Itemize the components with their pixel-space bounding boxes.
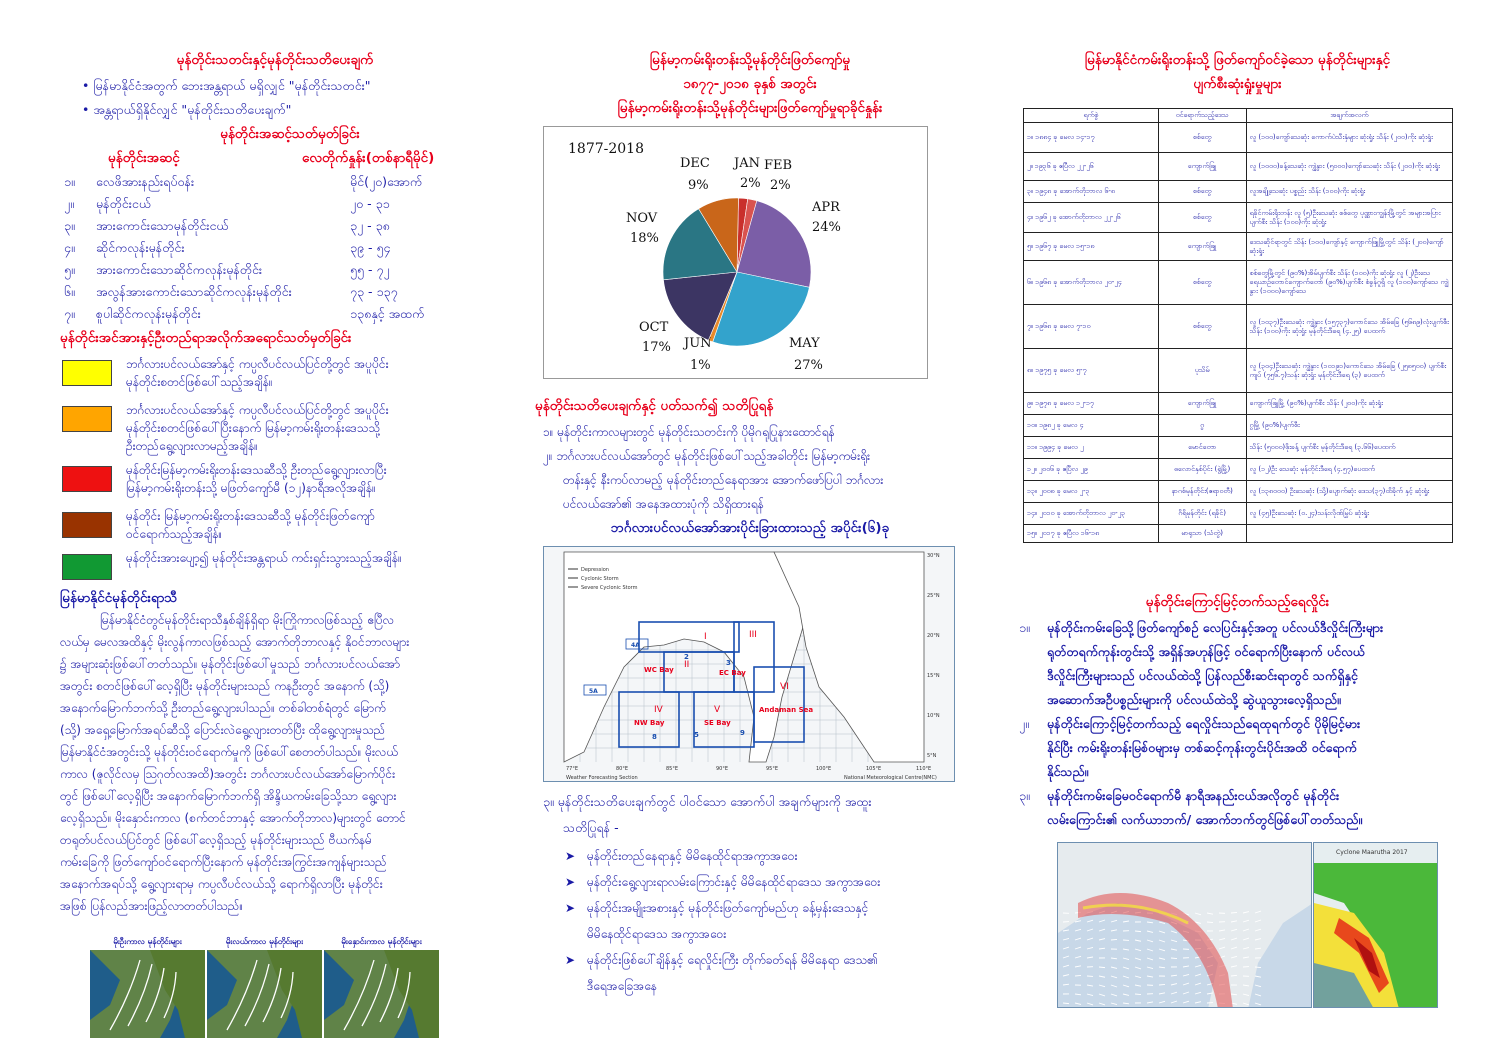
table-row <box>1024 181 1453 203</box>
route-line: ဒီလှိုင်းကြီးများသည် ပင်လယ်ထဲသို့ ပြန်လည်စီးဆင်းရာတွင် သက်ရှိနှင့် <box>1047 668 1358 683</box>
column-cyclone-info <box>60 0 490 1061</box>
stage-num: ၃။ <box>64 218 75 233</box>
col2-title-1: မြန်မာ့ကမ်းရိုးတန်းသို့မုန်တိုင်းဖြတ်ကျော်မှု <box>649 52 851 68</box>
map-lon-tick: 95°E <box>766 766 779 772</box>
table-row <box>1024 233 1453 261</box>
classify-head-right: လေတိုက်နှုန်း(တစ်နာရီမိုင်) <box>302 150 435 166</box>
color-desc: ဘင်္ဂလားပင်လယ်အော်နှင့် ကပ္ပလီပင်လယ်ပြင်တို့တွင် အပူပိုင်း <box>126 357 389 371</box>
table-row <box>1024 203 1453 233</box>
route-num: ၂။ <box>1019 716 1029 731</box>
classify-head-left: မုန်တိုင်းအဆင့် <box>108 150 180 166</box>
color-swatch <box>62 554 112 580</box>
stage-speed: ၇၃ - ၁၃၇ <box>350 284 398 299</box>
pie-value: 27% <box>794 358 823 373</box>
warn-line: ၁။ မုန်တိုင်းကာလများတွင် မုန်တိုင်းသတင်းကို ပိုမိုဂရုပြုနားထောင်ရန် <box>543 425 835 439</box>
table-cell: ၆။ ၁၉၆၈ ခု အောက်တိုဘာလ ၂၀-၂၄ <box>1024 261 1159 305</box>
arrow-bullet-icon: ➤ <box>565 849 576 863</box>
map-lat-tick: 15°N <box>927 673 940 679</box>
route-line: ရုတ်တရက်ကုန်းတွင်းသို့ အရှိန်အဟုန်ဖြင့် ဝင်ရောက်ပြီးနောက် ပင်လယ် <box>1047 644 1365 659</box>
thumb-caption: မိုးဦးကာလ မုန်တိုင်းများ <box>113 937 182 946</box>
pie-value: 24% <box>812 220 841 235</box>
table-cell: ကျောက်ဖြူမြို့ (၉၀%)ပျက်စီး သိန်း (၂၀၀)ကိုး ဆုံးရှုံး <box>1246 393 1452 415</box>
col2-title-3: မြန်မာ့ကမ်းရိုးတန်းသို့မုန်တိုင်းများဖြတ်ကျော်မှုရာခိုင်နှုန်း <box>617 100 883 116</box>
table-cell: ၄။ ၁၉၆၂ ခု အောက်တိုဘာလ ၂၂-၂၆ <box>1024 203 1159 233</box>
warn-title: မုန်တိုင်းသတိပေးချက်နှင့် ပတ်သက်၍ သတိပြုရန် <box>535 398 774 414</box>
map-lat-tick: 20°N <box>927 633 940 639</box>
map-lat-tick: 25°N <box>927 593 940 599</box>
stage-num: ၅။ <box>64 262 75 277</box>
bullet-warning: • အန္တရာယ်ရှိနိုင်လျှင် "မုန်တိုင်းသတိပေးချက်" <box>82 102 292 117</box>
color-swatch <box>62 466 112 492</box>
bay-map-svg <box>544 547 955 782</box>
table-cell: ၁၂။ ၂၀၀၆ ခု ဧပြီလ ၂၉ <box>1024 459 1159 481</box>
col3-title-1: မြန်မာနိုင်ငံကမ်းရိုးတန်းသို့ ဖြတ်ကျော်ဝင်ခဲ့သော မုန်တိုင်းများနှင့် <box>1084 52 1391 68</box>
color-desc: မုန်တိုင်း မြန်မာ့ကမ်းရိုးတန်းဒေသဆီသို့ မုန်တိုင်းဖြတ်ကျော် <box>126 509 375 523</box>
table-row <box>1024 349 1453 393</box>
pie-value: 18% <box>630 231 659 246</box>
paragraph-line: ကမ်းခြေကို ဖြတ်ကျော်ဝင်ရောက်ပြီးနောက် မုန်တိုင်းအကြွင်းအကျန်များသည် <box>60 855 387 869</box>
thumbnail-map <box>90 950 205 1038</box>
paragraph-line: လေ့ရှိသည်။ မိုးနှောင်းကာလ (စက်တင်ဘာနှင့် အောက်တိုဘာလ)များတွင် တောင် <box>60 811 406 825</box>
col3-title-2: ပျက်စီးဆုံးရှုံးမှုများ <box>1193 76 1282 92</box>
bullet-news: • မြန်မာနိုင်ငံအတွက် ဘေးအန္တရာယ် မရှိလျှင် "မုန်တိုင်းသတင်း" <box>82 78 371 93</box>
table-cell <box>1246 525 1452 543</box>
map-region-label: III <box>749 630 757 640</box>
map-lon-tick: 90°E <box>716 766 729 772</box>
map-title: ဘင်္ဂလားပင်လယ်အော်အားပိုင်းခြားထားသည့် အပိုင်း(၆)ခု <box>610 520 890 536</box>
thumb-caption: မိုးလယ်ကာလ မုန်တိုင်းများ <box>225 937 304 946</box>
table-cell: လူ (၄၅)ဦးသေဆုံး (၀.၂၄)သန်းလိုဏ်မြှပ် ဆုံးရှုံး <box>1246 503 1452 525</box>
item3-line: မုန်တိုင်းအမျိုးအစားနှင့် မုန်တိုင်းဖြတ်ကျော်မည်ဟု ခန့်မှန်းဒေသနှင့် <box>587 901 869 915</box>
paragraph-line: လယ်မှ မေလအထိနှင့် မိုးလွန်ကာလဖြစ်သည့် အောက်တိုဘာလနှင့် နိုဝင်ဘာလများ <box>60 635 410 649</box>
map-region-name: EC Bay <box>719 669 746 677</box>
color-desc: မြန်မာ့ကမ်းရိုးတန်းသို့ မဖြတ်ကျော်မီ (၁၂)နာရီအလိုအချိန်။ <box>126 481 376 495</box>
map-region-label: VI <box>780 682 789 692</box>
table-cell: ရခိုင်ကမ်းရိုးတန်း လူ (၅)ဦးသေဆုံး စစ်တွေ ပုဏ္ဏားကျွန်းမြို့တွင် အများအပြားပျက်စီး သိန်း (၁၀၀)ကိုး ဆုံးရှုံး <box>1246 203 1452 233</box>
map-lon-tick: 105°E <box>866 766 882 772</box>
map-lat-tick: 5°N <box>927 753 937 759</box>
warn-line: ၂။ ဘင်္ဂလားပင်လယ်အော်တွင် မုန်တိုင်းဖြစ်ပေါ်သည့်အခါတိုင်း မြန်မာ့ကမ်းရိုး <box>543 449 871 463</box>
stage-speed: မိုင်(၂၀)အောက် <box>350 174 423 189</box>
table-cell: လူ (၃၀၄)ဦးသေဆုံး ကျွဲနွား (၁၀၁၉၁)ကောင်သေ အိမ်ခြေ (၂၅၈၅၀၀) ပျက်စီး ကျပ် (၇၅၆.၇)သန်း ဆုံးရှုံး မုန်တိုင်းဒီရေ (၃) ပေထက် <box>1246 349 1452 393</box>
table-cell: ၁။ ၁၈၈၄ ခု မေလ ၁၄-၁၇ <box>1024 123 1159 153</box>
paragraph-line: မြန်မာနိုင်ငံအတွင်းသို့ မုန်တိုင်းဝင်ရောက်မှုကို ဖြစ်ပေါ်စေတတ်ပါသည်။ မိုးလယ် <box>60 745 398 759</box>
table-cell: လူ (၁၀၀၀)ခန့်သေဆုံး ကျွဲနွား (၅၀၀၀)ကျော်သေဆုံး သိန်း (၂၀၀)ကိုး ဆုံးရှုံး <box>1246 153 1452 181</box>
surge-left-svg <box>1058 843 1312 1008</box>
table-cell: သိန်း (၅၀၀၀)ဖိုးခန့် ပျက်စီး မုန်တိုင်းဒီရေ (၃.၆၆)ပေထက် <box>1246 437 1452 459</box>
table-cell: ဂိရိမုန်တိုင်း (ရခိုင်) <box>1158 503 1246 525</box>
thumb-caption: မိုးနှောင်းကာလ မုန်တိုင်းများ <box>341 937 422 946</box>
table-row <box>1024 153 1453 181</box>
warn-line: ပင်လယ်အော်၏ အနေအထားပုံကို သိရှိထားရန် <box>563 497 764 511</box>
route-num: ၁။ <box>1019 620 1030 635</box>
table-cell: လူအချို့သေဆုံး ပစ္စည်း သိန်း (၁၀၀)ကိုး ဆုံးရှုံး <box>1246 181 1452 203</box>
stage-name: ဆိုင်ကလုန်းမုန်တိုင်း <box>96 240 185 255</box>
table-cell: စစ်တွေ <box>1158 181 1246 203</box>
paragraph-line: (သို့) အရှေ့မြောက်အရပ်ဆီသို့ ပြောင်းလဲရွေ့လျားတတ်ပြီး ထိုရွေ့လျားမှုသည် <box>60 723 386 737</box>
paragraph-line: တရုတ်ပင်လယ်ပြင်တွင် ဖြစ်ပေါ်လေ့ရှိသည့် မုန်တိုင်းများသည် ဗီယက်နမ် <box>60 833 372 847</box>
pie-label: NOV <box>626 211 658 226</box>
color-desc: ဘင်္ဂလားပင်လယ်အော်နှင့် ကပ္ပလီပင်လယ်ပြင်တို့တွင် အပူပိုင်း <box>126 403 389 417</box>
color-desc: မုန်တိုင်းစတင်ဖြစ်ပေါ်ပြီးနောက် မြန်မာ့ကမ်းရိုးတန်းဒေသသို့ <box>126 421 380 435</box>
item3-line: မိမိနေထိုင်ရာဒေသ အကွာအဝေး <box>587 927 727 941</box>
stage-num: ၆။ <box>64 284 75 299</box>
paragraph-line: တွင် ဖြစ်ပေါ်လေ့ရှိပြီး အနောက်မြောက်ဘက်ရှိ အိန္ဒိယကမ်းခြေသို့သာ ရွေ့လျား <box>60 789 397 803</box>
stage-speed: ၃၉ - ၅၄ <box>350 240 391 255</box>
table-cell: စစ်တွေ <box>1158 305 1246 349</box>
route-line: မုန်တိုင်းကမ်းခြေသို့ဖြတ်ကျော်စဉ် လေပြင်းနှင့်အတူ ပင်လယ်ဒီလှိုင်းကြီးများ <box>1047 620 1384 635</box>
color-swatch <box>62 512 112 538</box>
pie-chart <box>544 127 929 380</box>
stage-num: ၂။ <box>64 196 74 211</box>
col1-title: မုန်တိုင်းသတင်းနှင့်မုန်တိုင်းသတိပေးချက် <box>176 52 374 68</box>
table-cell: ဓလောင်နှစ်ပိုင်း (ရွဲမြို့) <box>1158 459 1246 481</box>
color-desc: မုန်တိုင်းမြန်မာ့ကမ်းရိုးတန်းဒေသဆီသို့ ဦးတည်ရွေ့လျားလာပြီး <box>126 463 387 477</box>
table-header: ဝင်ရောက်သည့်ဒေသ <box>1158 109 1246 123</box>
color-desc: မုန်တိုင်းစတင်ဖြစ်ပေါ်သည့်အချိန်။ <box>126 375 273 389</box>
stage-name: မုန်တိုင်းငယ် <box>96 196 151 211</box>
map-lat-tick: 30°N <box>927 553 940 559</box>
map-region-label: IV <box>654 705 663 715</box>
stage-name: အားကောင်းသောမုန်တိုင်းငယ် <box>96 218 229 233</box>
thumbnail-map <box>324 950 439 1038</box>
table-cell: လူ (၁၂)ဦး သေဆုံး မုန်တိုင်းဒီရေ (၄.၅၇)ပေထက် <box>1246 459 1452 481</box>
route-line: နိုင်ပြီး ကမ်းရိုးတန်းမြစ်ဝများမှ တစ်ဆင့်ကုန်းတွင်းပိုင်းအထိ ဝင်ရောက် <box>1047 740 1357 755</box>
surge-right-svg <box>1314 843 1438 1008</box>
table-cell: ၁၀။ ၁၉၈၂ ခု မေလ ၄ <box>1024 415 1159 437</box>
paragraph-line: ကာလ (ဇူလိုင်လမှ ဩဂုတ်လအထိ)အတွင်း ဘင်္ဂလားပင်လယ်အော်မြောက်ပိုင်း <box>60 767 396 781</box>
item3-line: မုန်တိုင်းတည်နေရာနှင့် မိမိနေထိုင်ရာအကွာအဝေး <box>587 849 798 863</box>
column-landfall <box>535 0 965 1061</box>
stage-name: စူပါဆိုင်ကလုန်းမုန်တိုင်း <box>96 306 201 321</box>
table-cell: ၃။ ၁၉၄၈ ခု အောက်တိုဘာလ ၆-၈ <box>1024 181 1159 203</box>
table-cell: ၁၅။ ၂၀၁၇ ခု ဧပြီလ ၁၆-၁၈ <box>1024 525 1159 543</box>
table-cell: ဂွ <box>1158 415 1246 437</box>
stage-name: လေဖိအားနည်းရပ်ဝန်း <box>96 174 195 189</box>
item3-head: ၃။ မုန်တိုင်းသတိပေးချက်တွင် ပါဝင်သော အောက်ပါ အချက်များကို အထူး <box>543 794 872 809</box>
table-cell: ၁၃။ ၂၀၀၈ ခု မေလ ၂-၃ <box>1024 481 1159 503</box>
table-cell: ကျောက်ဖြူ <box>1158 393 1246 415</box>
pie-chart-frame <box>543 126 928 379</box>
stage-speed: ၃၂ - ၃၈ <box>350 218 390 233</box>
map-subregion-number: 2 <box>684 653 689 661</box>
route-line: မုန်တိုင်းကြောင့်မြင့်တက်သည့် ရေလှိုင်းသည်ရေထုရက်တွင် ပိုမိုမြင့်မား <box>1047 716 1361 731</box>
table-cell: ၇။ ၁၉၆၈ ခု မေလ ၇-၁၀ <box>1024 305 1159 349</box>
table-row <box>1024 261 1453 305</box>
pie-label: FEB <box>764 158 793 173</box>
season-thumbnail <box>324 950 439 1038</box>
map-lat-tick: 10°N <box>927 713 940 719</box>
table-row <box>1024 305 1453 349</box>
map-lon-tick: 80°E <box>616 766 629 772</box>
map-small-label: 5A <box>589 688 598 695</box>
table-cell: ကျောက်ဖြူ <box>1158 233 1246 261</box>
stage-speed: ၁၃၈နှင့် အထက် <box>350 306 425 321</box>
table-cell: နာဂစ်မုန်တိုင်း(ဧရာဝတီ) <box>1158 481 1246 503</box>
table-row <box>1024 525 1453 543</box>
table-cell: လူ (၁၀၃၇)ဦးသေဆုံး ကျွဲနွား (၁၅၇၃၇)ကောင်သေ အိမ်ခြေ (၅၆၈၉)လုံးပျက်စီး သိန်း (၁၀၀)ကိုး ဆုံးရှုံး မုန်တိုင်းဒီရေ (၄.၂၅) ပေထက် <box>1246 305 1452 349</box>
map-lon-tick: 100°E <box>816 766 832 772</box>
route-line: လမ်းကြောင်း၏ လက်ယာဘက်/ အောက်ဘက်တွင်ဖြစ်ပေါ်တတ်သည်။ <box>1047 812 1363 827</box>
color-desc: ဝင်ရောက်သည့်အချိန်။ <box>126 527 223 541</box>
map-subregion-number: 3 <box>726 659 731 667</box>
table-cell: စစ်တွေ <box>1158 261 1246 305</box>
table-cell: စစ်တွေမြို့တွင် (၉၀%)အိမ်ပျက်စီး သိန်း (၁၀၀)ကိုး ဆုံးရှုံး လူ (၂)ဦးသေ ရေယာဉ်တောင်ကျောက်တော် (၉၀%)ပျက်စီး စံခွန်ဂူရှိ လူ (၁၀၀)ကျော်သေ ကျွဲနွား (၁၀၀၀)ကျော်သေ <box>1246 261 1452 305</box>
stage-name: အားကောင်းသောဆိုင်ကလုန်းမုန်တိုင်း <box>96 262 263 277</box>
table-cell: ကျောက်ဖြူ <box>1158 153 1246 181</box>
paragraph-line: မြန်မာနိုင်ငံတွင်မုန်တိုင်းရာသီနှစ်ချိန်ရှိရာ မိုးကြိုကာလဖြစ်သည့် ဧပြီလ <box>100 613 395 627</box>
table-cell: မောင်တော <box>1158 437 1246 459</box>
paragraph-line: ၌ အများဆုံးဖြစ်ပေါ်တတ်သည်။ မုန်တိုင်းဖြစ်ပေါ်မှုသည် ဘင်္ဂလားပင်လယ်အော် <box>60 657 401 671</box>
table-cell: ဂွမြို့ (၉၀%)ပျက်စီး <box>1246 415 1452 437</box>
pie-value: 2% <box>740 176 761 191</box>
table-header-row <box>1024 109 1453 123</box>
map-small-label: 4A <box>631 642 640 649</box>
table-cell: လူ (၁၃၈၀၀၀) ဦးသေဆုံး (သို့)ပျောက်ဆုံး ဒေသ(၃၇)ထိခိုက် နှင့် ဆုံးရှုံး <box>1246 481 1452 503</box>
pie-title: 1877-2018 <box>568 141 644 157</box>
table-cell: လူ (၁၀၀)ကျော်သေဆုံး ကောက်ပဲသီးနှံများ ဆုံးရှုံး သိန်း (၂၀၀)ကိုး ဆုံးရှုံး <box>1246 123 1452 153</box>
paragraph-line: အနောက်အရပ်သို့ ရွေ့လျားရာမှ ကပ္ပလီပင်လယ်သို့ ရောက်ရှိလာပြီး မုန်တိုင်း <box>60 877 383 891</box>
stage-name: အလွန်အားကောင်းသောဆိုင်ကလုန်းမုန်တိုင်း <box>96 284 292 299</box>
pie-label: APR <box>812 200 840 215</box>
paragraph-line: အဖြစ် ပြန်လည်အားဖြည့်လာတတ်ပါသည်။ <box>60 899 244 913</box>
map-lon-tick: 77°E <box>566 766 579 772</box>
classify-title: မုန်တိုင်းအဆင့်သတ်မှတ်ခြင်း <box>220 126 360 142</box>
map-region-name: SE Bay <box>704 719 731 727</box>
map-footer-right: National Meteorological Centre(NMC) <box>844 775 937 781</box>
col2-title-2: ၁၈၇၇-၂၀၁၈ ခုနှစ် အတွင်း <box>683 76 817 92</box>
route-line: နိုင်သည်။ <box>1047 764 1089 779</box>
paragraph-line: အနောက်မြောက်ဘက်သို့ ဦးတည်ရွေ့လျားပါသည်။ တစ်ခါတစ်ရံတွင် မြောက် <box>60 701 386 715</box>
pie-label: DEC <box>680 156 710 171</box>
storm-surge-map-left <box>1057 842 1312 1008</box>
arrow-bullet-icon: ➤ <box>565 875 576 889</box>
table-row <box>1024 415 1453 437</box>
table-row <box>1024 437 1453 459</box>
warn-line: တန်းနှင့် နီးကပ်လာမည့် မုန်တိုင်းတည်နေရာအား အောက်ဖော်ပြပါ ဘင်္ဂလား <box>563 473 884 487</box>
table-cell: ဒေသဆိုင်ရာတွင် သိန်း (၁၀၀)ကျော်နှင့် ကျောက်ဖြူမြို့တွင် သိန်း (၂၀၀)ကျော် ဆုံးရှုံး <box>1246 233 1452 261</box>
stage-num: ၄။ <box>64 240 75 255</box>
table-row <box>1024 503 1453 525</box>
bay-map <box>543 546 955 782</box>
pie-label: OCT <box>639 320 669 335</box>
pie-label: JAN <box>734 156 760 171</box>
item3-sub: သတိပြုရန် - <box>563 820 619 835</box>
map-region-label: II <box>684 660 690 670</box>
table-cell: ၉။ ၁၉၇၈ ခု မေလ ၁၂-၁၇ <box>1024 393 1159 415</box>
route-num: ၃။ <box>1019 788 1030 803</box>
item3-line: မုန်တိုင်းဖြစ်ပေါ်ချိန်နှင့် ရေလှိုင်းကြီး တိုက်ခတ်ရန် မိမိနေရာ ဒေသ၏ <box>587 953 878 967</box>
table-cell: ၈။ ၁၉၇၅ ခု မေလ ၅-၇ <box>1024 349 1159 393</box>
map-region-label: V <box>714 705 721 715</box>
table-row <box>1024 459 1453 481</box>
map-region-name: Andaman Sea <box>759 706 814 714</box>
table-row <box>1024 481 1453 503</box>
table-cell: စစ်တွေ <box>1158 123 1246 153</box>
table-header: ရက်စွဲ <box>1024 109 1159 123</box>
table-cell: မာရုသာ (သံတွဲ) <box>1158 525 1246 543</box>
table-cell: ၅။ ၁၉၆၇ ခု မေလ ၁၅-၁၈ <box>1024 233 1159 261</box>
item3-line: ဒီရေအခြေအနေ <box>587 979 657 993</box>
history-table <box>1023 108 1453 543</box>
arrow-bullet-icon: ➤ <box>565 953 576 967</box>
table-cell: ၁၁။ ၁၉၉၄ ခု မေလ ၂ <box>1024 437 1159 459</box>
pie-label: MAY <box>789 336 820 351</box>
item3-line: မုန်တိုင်းရွေ့လျားရာလမ်းကြောင်းနှင့် မိမိနေထိုင်ရာဒေသ အကွာအဝေး <box>587 875 881 889</box>
pie-label: JUN <box>684 336 712 351</box>
stage-num: ၇။ <box>64 306 75 321</box>
pie-value: 2% <box>770 178 791 193</box>
map-region-name: NW Bay <box>634 719 665 727</box>
route-line: အဆောက်အဦပစ္စည်းများကို ပင်လယ်ထဲသို့ ဆွဲယူသွားလေ့ရှိသည်။ <box>1047 692 1341 707</box>
map-lon-tick: 110°E <box>916 766 932 772</box>
season-thumbnail <box>207 950 322 1038</box>
table-row <box>1024 123 1453 153</box>
color-swatch <box>62 360 112 386</box>
season-thumbnail <box>90 950 205 1038</box>
season-title: မြန်မာနိုင်ငံမုန်တိုင်းရာသီ <box>60 590 178 606</box>
stage-speed: ၂၀ - ၃၁ <box>350 196 390 211</box>
color-swatch <box>62 406 112 432</box>
color-desc: မုန်တိုင်းအားပျော့၍ မုန်တိုင်းအန္တရာယ် ကင်းရှင်းသွားသည့်အချိန်။ <box>126 551 402 565</box>
stage-num: ၁။ <box>64 174 75 189</box>
storm-surge-map-right <box>1313 842 1438 1008</box>
table-header: အချက်အလက် <box>1246 109 1452 123</box>
surge-caption: Cyclone Maarutha 2017 <box>1336 849 1408 856</box>
route-line: မုန်တိုင်းကမ်းခြေမဝင်ရောက်မီ နာရီအနည်းငယ်အလိုတွင် မုန်တိုင်း <box>1047 788 1340 803</box>
map-legend-entry: Depression <box>581 567 609 573</box>
column-history <box>1015 0 1460 1061</box>
pie-value: 9% <box>688 178 709 193</box>
arrow-bullet-icon: ➤ <box>565 901 576 915</box>
color-desc: ဦးတည်ရွေ့လျားလာမည့်အချိန်။ <box>126 439 258 453</box>
thumbnail-map <box>207 950 322 1038</box>
pie-value: 17% <box>642 340 671 355</box>
map-legend-entry: Cyclonic Storm <box>581 576 619 582</box>
map-region-name: WC Bay <box>644 666 674 674</box>
map-subregion-number: 5 <box>694 731 699 739</box>
route-title: မုန်တိုင်းကြောင့်မြင့်တက်သည့်ရေလှိုင်း <box>1145 594 1330 610</box>
map-subregion-number: 9 <box>740 729 745 737</box>
pie-value: 1% <box>690 358 711 373</box>
color-title: မုန်တိုင်းအင်အားနှင့်ဦးတည်ရာအလိုက်အရောင်သတ်မှတ်ခြင်း <box>60 330 352 346</box>
map-lon-tick: 85°E <box>666 766 679 772</box>
paragraph-line: အတွင်း စတင်ဖြစ်ပေါ်လေ့ရှိပြီး မုန်တိုင်းများသည် ကနဦးတွင် အနောက် (သို့) <box>60 679 390 693</box>
map-legend-entry: Severe Cyclonic Storm <box>581 585 638 591</box>
stage-speed: ၅၅ - ၇၂ <box>350 262 390 277</box>
table-cell: ပုသိမ် <box>1158 349 1246 393</box>
table-row <box>1024 393 1453 415</box>
table-cell: ၂။ ၁၉၃၆ ခု ဧပြီလ ၂၂-၂၆ <box>1024 153 1159 181</box>
map-subregion-number: 8 <box>652 733 657 741</box>
table-cell: ၁၄။ ၂၀၁၀ ခု အောက်တိုဘာလ ၂၀-၂၃ <box>1024 503 1159 525</box>
table-cell: စစ်တွေ <box>1158 203 1246 233</box>
map-region-label: I <box>704 632 707 642</box>
map-footer-left: Weather Forecasting Section <box>566 775 638 781</box>
